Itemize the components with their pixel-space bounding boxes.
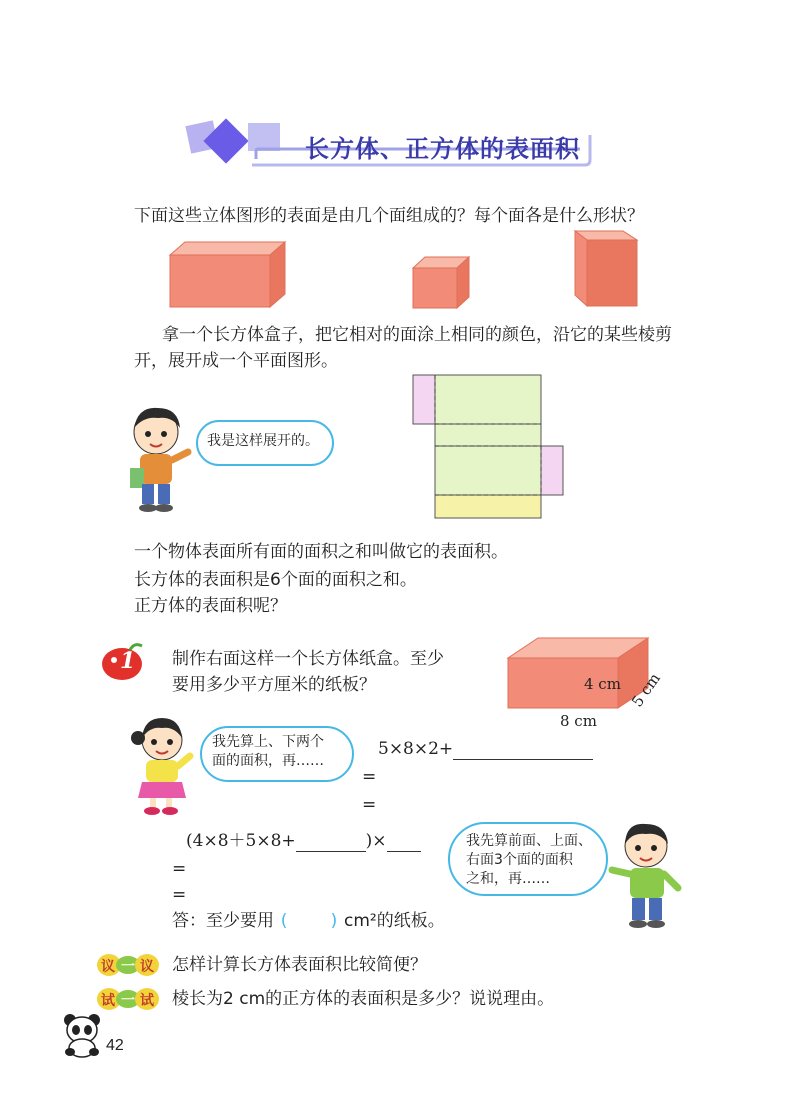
boy-figure-icon xyxy=(126,402,196,514)
tall-prism-figure xyxy=(575,231,637,306)
cuboid-net-diagram xyxy=(410,372,570,522)
method1-expression: 5×8×2+ xyxy=(378,739,454,759)
method2-expression-b: )× xyxy=(365,831,387,851)
try-badge xyxy=(96,986,160,1012)
method2-blank1[interactable] xyxy=(296,833,366,852)
answer-prefix: 答：至少要用 xyxy=(172,911,274,931)
method2-line1 xyxy=(186,830,421,852)
method1-line1 xyxy=(378,738,593,760)
method2-expression-a: (4×8＋5×8+ xyxy=(186,831,296,851)
unfold-text-line1: 拿一个长方体盒子，把它相对的面涂上相同的颜色，沿它的某些棱剪 xyxy=(162,325,672,345)
try-badge-c: 试 xyxy=(140,993,154,1009)
discuss-badge xyxy=(96,952,160,978)
example-line1: 制作右面这样一个长方体纸盒。至少 xyxy=(172,649,444,669)
method1-eq2: = xyxy=(362,795,377,815)
method2-eq1: = xyxy=(172,859,187,879)
boy2-figure-icon xyxy=(606,818,690,930)
answer-suffix: cm²的纸板。 xyxy=(344,911,445,931)
discuss-badge-a: 议 xyxy=(101,959,115,975)
definition-text: 一个物体表面所有面的面积之和叫做它的表面积。 xyxy=(134,542,508,562)
answer-line xyxy=(172,910,445,932)
boy2-bubble-line2: 右面3个面的面积 xyxy=(466,852,573,868)
discuss-badge-c: 议 xyxy=(140,959,154,975)
cuboid-surface-text: 长方体的表面积是6个面的面积之和。 xyxy=(134,570,417,590)
dim-height-label: 4 cm xyxy=(584,675,621,693)
long-cuboid-figure xyxy=(170,242,285,307)
try-text: 棱长为2 cm的正方体的表面积是多少？说说理由。 xyxy=(172,989,555,1009)
example-number: 1 xyxy=(120,648,136,674)
intro-question: 下面这些立体图形的表面是由几个面组成的？每个面各是什么形状？ xyxy=(134,206,644,226)
dim-width-label: 5 cm xyxy=(628,669,664,711)
small-cube-figure xyxy=(413,257,469,308)
page-number: 42 xyxy=(106,1037,124,1054)
discuss-badge-b: 一 xyxy=(121,959,135,975)
panda-icon xyxy=(62,1012,104,1058)
method2-eq2: = xyxy=(172,885,187,905)
example-line2: 要用多少平方厘米的纸板？ xyxy=(172,675,376,695)
unfold-text-line2: 开，展开成一个平面图形。 xyxy=(134,351,338,371)
cube-question-text: 正方体的表面积呢？ xyxy=(134,596,287,616)
try-badge-a: 试 xyxy=(101,993,115,1009)
girl-bubble-line2: 面的面积，再…… xyxy=(212,753,324,769)
discuss-text: 怎样计算长方体表面积比较简便？ xyxy=(172,955,427,975)
girl-bubble-line1: 我先算上、下两个 xyxy=(212,734,324,750)
boy2-bubble-line3: 之和，再…… xyxy=(466,871,550,887)
method1-eq1: = xyxy=(362,767,377,787)
boy2-bubble-line1: 我先算前面、上面、 xyxy=(466,833,592,849)
method1-blank[interactable] xyxy=(453,741,593,760)
solid-figures xyxy=(165,230,655,315)
answer-blank[interactable]: ( ) xyxy=(280,911,338,931)
page-title: 长方体、正方体的表面积 xyxy=(305,134,580,163)
boy-bubble-text: 我是这样展开的。 xyxy=(207,433,319,449)
try-badge-b: 一 xyxy=(121,993,135,1009)
method2-blank2[interactable] xyxy=(387,833,421,852)
dim-length-label: 8 cm xyxy=(560,712,597,730)
girl-figure-icon xyxy=(128,712,198,816)
